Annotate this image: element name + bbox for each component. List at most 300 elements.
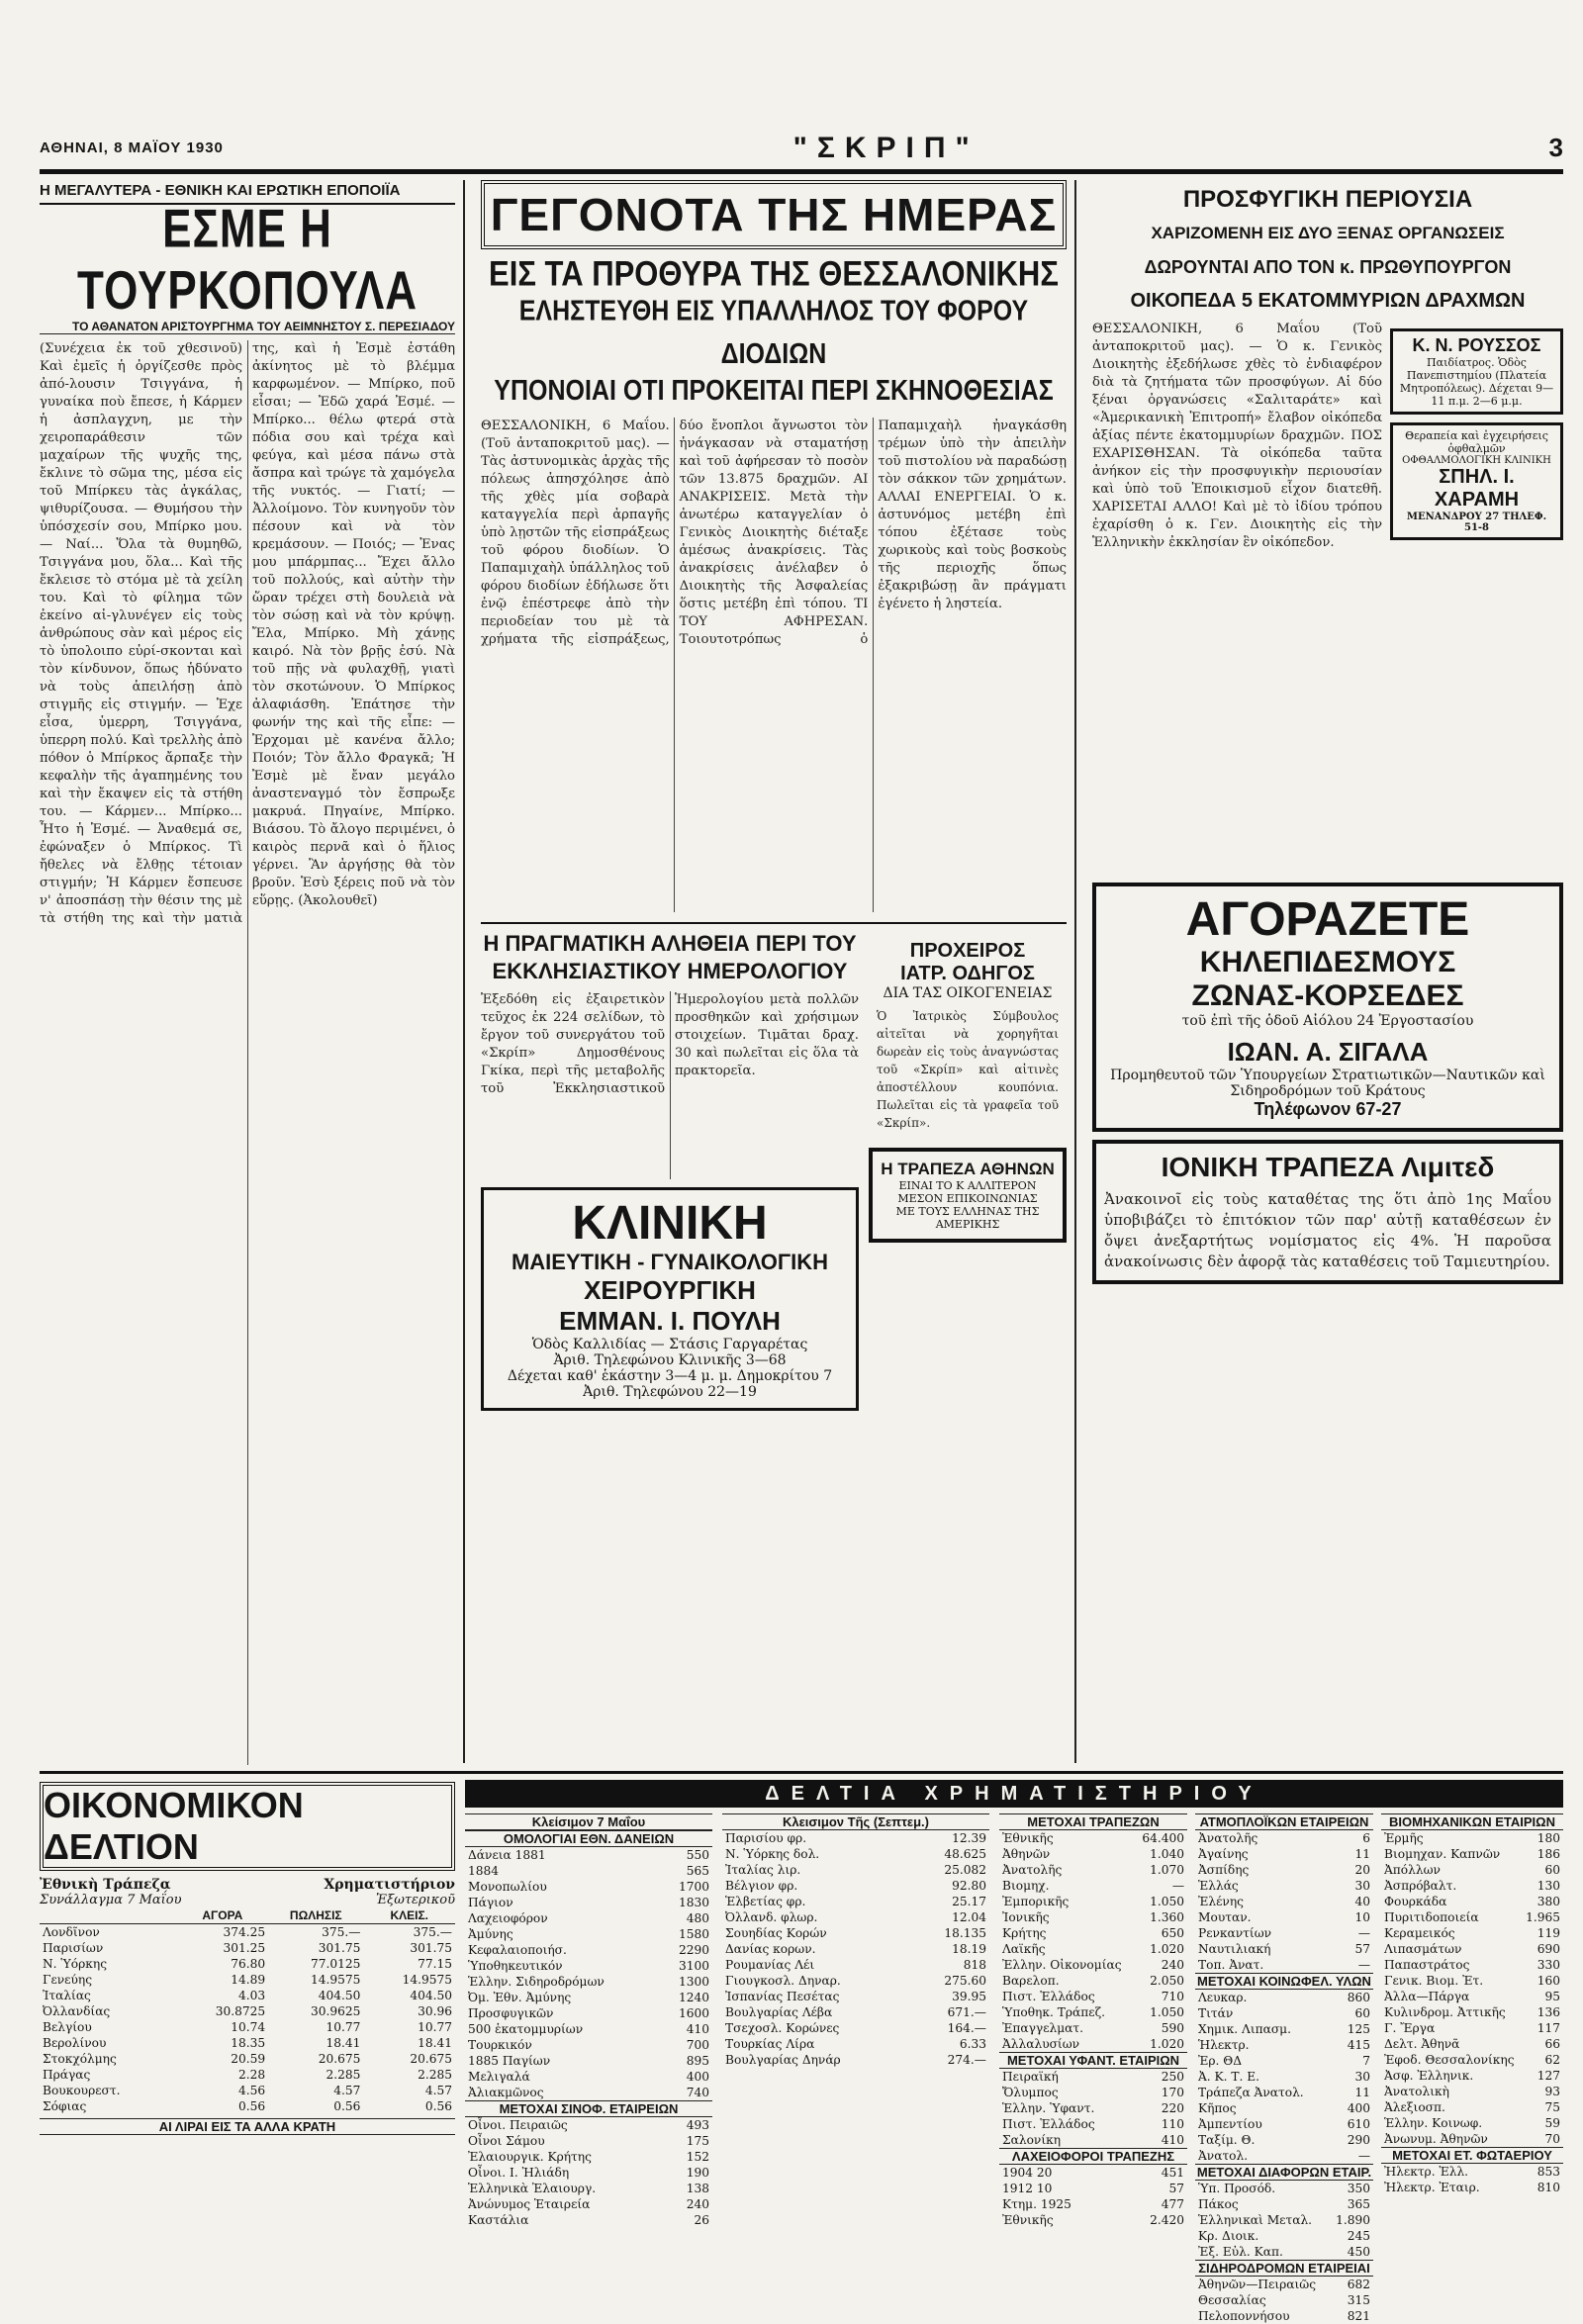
clinic-phone-2: Ἀριθ. Τηλεφώνου 22—19 <box>583 1384 757 1400</box>
ionian-bank-title: ΙΟΝΙΚΗ ΤΡΑΠΕΖΑ Λιμιτεδ <box>1161 1152 1495 1182</box>
shipping-stock-row <box>1195 1925 1373 1941</box>
row-value: 64.400 <box>1142 1831 1184 1845</box>
shipping-stock-row <box>1195 1894 1373 1909</box>
bank-stock-row <box>999 1846 1187 1862</box>
industry-stock-row <box>1381 1894 1563 1909</box>
row-label: Ἀσπίδης <box>1198 1863 1250 1877</box>
row-label: 500 ἑκατομμυρίων <box>468 2022 584 2036</box>
row-value: 12.39 <box>952 1831 986 1845</box>
serial-kicker: Η ΜΕΓΑΛΥΤΕΡΑ - ΕΘΝΙΚΗ ΚΑΙ ΕΡΩΤΙΚΗ ΕΠΟΠΟΙΪΑ <box>40 180 455 205</box>
row-value: 92.80 <box>952 1879 986 1893</box>
shipping-stock-row <box>1195 1957 1373 1973</box>
fx-column-header <box>40 1907 177 1924</box>
news-banner: ΓΕΓΟΝΟΤΑ ΤΗΣ ΗΜΕΡΑΣ <box>481 180 1067 249</box>
misc-stock-row <box>1195 2181 1373 2196</box>
row-label: Πράγας <box>43 2068 91 2082</box>
exchange-title: ΔΕΛΤΙΑ ΧΡΗΜΑΤΙΣΤΗΡΙΟΥ <box>465 1780 1563 1808</box>
row-value: 14.9575 <box>402 1973 452 1987</box>
clinic-phone: Ἀριθ. Τηλεφώνου Κλινικῆς 3—68 <box>553 1352 787 1368</box>
row-value: 671.— <box>947 2005 986 2019</box>
korsedes-t5: ΙΩΑΝ. Α. ΣΙΓΑΛΑ <box>1227 1037 1429 1067</box>
loan-row <box>465 2053 712 2069</box>
finance-section <box>40 1771 1563 2323</box>
bond-row <box>465 2181 712 2196</box>
row-label: Ἀσπρόβαλτ. <box>1384 1879 1457 1893</box>
rail-stock-row <box>1195 2308 1373 2324</box>
row-value: 60 <box>1544 1863 1560 1877</box>
row-label: Γ. Ἔργα <box>1384 2021 1436 2035</box>
bank-stock-row <box>999 1989 1187 2004</box>
row-label: Πιστ. Ἑλλάδος <box>1002 1990 1095 2003</box>
row-label: Ὄλυμπος <box>1002 2086 1059 2099</box>
refugee-h1: ΠΡΟΣΦΥΓΙΚΗ ΠΕΡΙΟΥΣΙΑ <box>1182 186 1473 213</box>
lottery-row <box>999 2212 1187 2228</box>
industry-table <box>1381 1830 1563 2147</box>
row-label: Ἀπόλλων <box>1384 1863 1441 1877</box>
textile-stock-row <box>999 2069 1187 2085</box>
finance-title: ΟΙΚΟΝΟΜΙΚΟΝ ΔΕΛΤΙΟΝ <box>40 1782 455 1871</box>
row-label: Τουρκίας Λίρα <box>725 2037 815 2051</box>
row-label: Ὑποθηκευτικόν <box>468 1959 563 1973</box>
bank-stocks-head: ΜΕΤΟΧΑΙ ΤΡΑΠΕΖΩΝ <box>999 1813 1187 1830</box>
fx-row <box>40 2098 455 2114</box>
utility-stock-row <box>1195 2116 1373 2132</box>
loan-row <box>465 2021 712 2037</box>
row-label: Ἀνατολικὴ <box>1384 2085 1449 2098</box>
clinic-hours: Δέχεται καθ' ἑκάστην 3—4 μ. μ. Δημοκρίτου 7 <box>507 1368 833 1384</box>
row-value: 119 <box>1536 1926 1560 1940</box>
row-value: 330 <box>1536 1958 1560 1972</box>
row-label: Ἀθηνῶν <box>1002 1847 1051 1861</box>
row-value: 117 <box>1536 2021 1560 2035</box>
row-value: 565 <box>686 1864 709 1878</box>
lottery-table <box>999 2165 1187 2228</box>
rail-table <box>1195 2277 1373 2324</box>
loan-row <box>465 2069 712 2085</box>
row-label: Ἀλεξιοσπ. <box>1384 2100 1445 2114</box>
row-value: 4.03 <box>237 1989 266 2002</box>
row-value: 682 <box>1347 2278 1370 2291</box>
row-value: 375.— <box>322 1925 361 1939</box>
row-label: Ἐξ. Εὐλ. Καπ. <box>1198 2245 1283 2259</box>
row-value: 853 <box>1536 2165 1560 2179</box>
row-value: 6 <box>1362 1831 1370 1845</box>
row-label: Παπαστράτος <box>1384 1958 1470 1972</box>
row-label: Ἀνατολῆς <box>1002 1863 1063 1877</box>
row-label: Πάκος <box>1198 2197 1239 2211</box>
clinic-ad <box>481 1187 859 1411</box>
bank-stock-row <box>999 1973 1187 1989</box>
utility-stock-row <box>1195 2069 1373 2085</box>
fx-row <box>40 2019 455 2035</box>
transport-head: ΑΤΜΟΠΛΟΪΚΩΝ ΕΤΑΙΡΕΙΩΝ <box>1195 1813 1373 1830</box>
other-currency-row <box>722 2052 989 2068</box>
row-value: 895 <box>686 2054 709 2068</box>
row-value: 30.96 <box>418 2004 452 2018</box>
row-label: Σουηδίας Κορών <box>725 1926 827 1940</box>
row-label: Τσεχοσλ. Κορώνες <box>725 2021 840 2035</box>
industry-stock-row <box>1381 1878 1563 1894</box>
row-value: 18.41 <box>326 2036 361 2050</box>
ionian-bank-body: Ἀνακοινοῖ εἰς τοὺς καταθέτας της ὅτι ἀπὸ 1ης Μαΐου ὑποβιβάζει τὸ ἐπιτόκιον τῶν παρ' αὐτῇ καταθέσεων ἐν ὄψει ἀνεξαρτήτως νομίσματος εἰς 4%. Ἡ παροῦσα ἀνακοίνωσις δὲν ἀφορᾷ τὰς καταθέσεις τοῦ Ταμιευτηρίου. <box>1104 1190 1551 1270</box>
row-value: 76.80 <box>231 1957 266 1971</box>
masthead-date: ΑΘΗΝΑΙ, 8 ΜΑΪΟΥ 1930 <box>40 139 224 156</box>
industry-block <box>1381 1813 1563 2283</box>
shipping-stock-row <box>1195 1909 1373 1925</box>
row-value: 1.050 <box>1150 1895 1184 1908</box>
row-value: 610 <box>1347 2117 1370 2131</box>
row-label: Ἠλεκτρ. Ἑλλ. <box>1384 2165 1469 2179</box>
rail-stock-row <box>1195 2292 1373 2308</box>
fx-row <box>40 1956 455 1972</box>
misc2-head: ΜΕΤΟΧΑΙ ΔΙΑΦΟΡΩΝ ΕΤΑΙΡ. <box>1196 2165 1372 2180</box>
row-value: 690 <box>1536 1942 1560 1956</box>
column-serial <box>40 180 465 1763</box>
row-label: Γιουγκοσλ. Δηναρ. <box>725 1974 841 1988</box>
fx-column-header: ΚΛΕΙΣ. <box>363 1907 455 1924</box>
row-label: Ἐθνικῆς <box>1002 1831 1054 1845</box>
row-value: 1.360 <box>1150 1910 1184 1924</box>
row-value: 250 <box>1161 2070 1184 2084</box>
row-label: Ἑλληνικαὶ Μεταλ. <box>1198 2213 1313 2227</box>
row-label: Ν. Ὑόρκης <box>43 1957 108 1971</box>
row-value: 2.285 <box>418 2068 452 2082</box>
shipping-stock-row <box>1195 1941 1373 1957</box>
row-value: 301.75 <box>318 1941 361 1955</box>
row-value: 450 <box>1347 2245 1370 2259</box>
lottery-row <box>999 2196 1187 2212</box>
row-label: Δανίας κορων. <box>725 1942 816 1956</box>
misc-stock-row <box>1195 2228 1373 2244</box>
other-currency-row <box>722 1925 989 1941</box>
row-value: 180 <box>1536 1831 1560 1845</box>
row-label: Ἐλλην. Οἰκονομίας <box>1002 1958 1122 1972</box>
row-label: Κυλινδρομ. Ἀττικῆς <box>1384 2005 1506 2019</box>
clinic-surgery: ΧΕΙΡΟΥΡΓΙΚΗ <box>584 1275 756 1305</box>
row-label: Ἑλλην. Σιδηροδρόμων <box>468 1975 605 1989</box>
row-label: Ἐμπορικῆς <box>1002 1895 1070 1908</box>
row-value: 152 <box>686 2150 709 2164</box>
row-value: 374.25 <box>223 1925 266 1939</box>
fx-table <box>40 1907 455 2114</box>
row-label: Καστάλια <box>468 2213 529 2227</box>
row-value: 810 <box>1536 2181 1560 2194</box>
row-value: 550 <box>686 1848 709 1862</box>
row-value: 710 <box>1161 1990 1184 2003</box>
row-value: 12.04 <box>952 1910 986 1924</box>
row-label: Τιτάν <box>1198 2006 1234 2020</box>
row-label: Βαρελοπ. <box>1002 1974 1060 1988</box>
bond-row <box>465 2117 712 2133</box>
serial-body: (Συνέχεια ἐκ τοῦ χθεσινοῦ) Καὶ ἐμεῖς ἡ ὀργίζεσθε πρὸς ἀπό-λουσιν Τσιγγάνα, ἡ γυναίκα ποὺ ἔπεσε, ἡ Κάρμεν ἡ ἀσπλαγχνη, με τὴν χειροπαράθεσιν τῶν μαχαίρων τῆς ψυχῆς της, ἔκλινε τὸ σῶμα της, μέσα εἰς τοῦ Μπίρκευ τὰς ἀγκάλας, ψιθυρίζουσα. — Θυμήσου τὴν ὑπόσχεσίν σου, Μπίρκο μου. — Ναί... Ὅλα τὰ θυμηθῶ, Τσιγγάνα μου, ὅλα... Καὶ τῆς ἔκλεισε τὸ στόμα μὲ τὰ χείλη του. Καὶ τὸ φίλημα τῶν ἐκείνο αἰ-γλυνέγεν εἰς τοὺς ἀνθρώπους σὰν καὶ μέρος εἰς τὸ ὑπολοιπο εὐρί-σκονται καὶ τὸν κίνδυνον, ὅπως ἡδύνατο νὰ τοὺς ἀπειλήσῃ ἀπὸ στιγμῆς εἰς στιγμήν. — Ἐχε εἶσα, ὑμερρη, Τσιγγάνα, ὑπερρη πολύ. Καὶ τρελλὴς ἀπὸ πόθον ὁ Μπίρκος ἄρπαξε τὴν κεφαλὴν τῆς ἀγαπημένης του καὶ τὴν ἔκαψεν εἰς τὰ στήθη του. — Κάρμεν... Μπίρκο... Ἦτο ἡ Ἐσμέ. — Ἀναθεμά σε, ἐφώναξεν ὁ Μπίρκος. Τὶ ἤθελες νὰ ἔλθῃς τέτοιαν στιγμήν; Ἡ Κάρμεν ἔσπευσε ν' ἀποσπάσῃ τὴν θέσιν της μὲ τὰ στήθη της καὶ τὴν ματιὰ της, καὶ ἡ Ἐσμὲ ἐστάθη ἀκίνητος μὲ τὸ βλέμμα καρφωμένον. — Μπίρκο, ποῦ εἶσαι; — Ἐδῶ χαρά Ἐσμέ. — Μπίρκο... θέλω φτερά στὰ πόδια σου καὶ τρέχα καὶ φεύγα, καὶ μέσα πάνω στὰ ἄσπρα καὶ τρώγε τὰ χαμόγελα τῆς νυκτός. — Γιατί; — Ἀλλοίμονο. Τὸν κυνηγοῦν τὸν πέσουν καὶ νὰ τὸν κρεμάσουν. — Ποιός; — Ἐνας μου μπάρμπας... Ἔχει ἄλλο τοῦ πολλούς, καὶ αὐτὴν τὴν ὥραν τρέχει στὴ δουλειὰ νὰ τὸν σώσῃ καὶ νὰ τὸν κρύψῃ. Ἔλα, Μπίρκο. Μὴ χάνῃς καιρό. Νὰ τὸν βρῇς ἐσύ. Νὰ τοῦ πῇς νὰ φυλαχθῇ, γιατὶ τὸν σκοτώνουν. Ὁ Μπίρκος ἀλαφιάσθη. Ἐπάτησε τὴν φωνήν της καὶ τῆς εἶπε: — Ἐρχομαι μὲ κανένα ἄλλο; Ποιόν; Τὸν ἄλλο Φραγκᾶ; Ἡ Ἐσμὲ μὲ ἔναν μεγάλο ἀναστεναγμό τὸν ἔσπρωξε μακρυά. Πηγαίνε, Μπίρκο. Βιάσου. Τὸ ἄλογο περιμένει, ὁ καιρὸς περνᾶ καὶ ὁ ἥλιος γέρνει. Ἂν ἀργήσῃς θὰ τὸν βροῦν. Ἐσὺ ξέρεις ποῦ νὰ τὸν εὕρῃς. (Ἀκολουθεῖ) <box>40 341 455 926</box>
misc-stock-row <box>1195 2196 1373 2212</box>
loan-row <box>465 1974 712 1990</box>
row-value: 30 <box>1354 1879 1370 1893</box>
row-value: 10.77 <box>418 2020 452 2034</box>
row-label: Κῆπος <box>1198 2101 1237 2115</box>
row-value: 290 <box>1347 2133 1370 2147</box>
row-label: Οἶνοι Σάμου <box>468 2134 545 2148</box>
rail-stock-row <box>1195 2277 1373 2292</box>
row-value: 400 <box>686 2070 709 2084</box>
row-value: 2.050 <box>1150 1974 1184 1988</box>
bond-row <box>465 2133 712 2149</box>
shipping-stock-row <box>1195 1830 1373 1846</box>
charami-ad <box>1390 422 1563 540</box>
row-label: Ἀλλαλυσίων <box>1002 2037 1080 2051</box>
industry-head: ΒΙΟΜΗΧΑΝΙΚΩΝ ΕΤΑΙΡΙΩΝ <box>1381 1813 1563 1830</box>
transport-block <box>1195 1813 1373 2323</box>
row-value: 860 <box>1347 1991 1370 2004</box>
row-label: Βιομηχαν. Καπνῶν <box>1384 1847 1501 1861</box>
row-label: Δελτ. Ἀθηνᾶ <box>1384 2037 1460 2051</box>
other-currency-row <box>722 1878 989 1894</box>
serial-headline: ΕΣΜΕ Η ΤΟΥΡΚΟΠΟΥΛΑ <box>76 198 418 322</box>
row-label: Μονοπωλίου <box>468 1880 547 1894</box>
other-currency-row <box>722 1957 989 1973</box>
row-value: 220 <box>1161 2101 1184 2115</box>
row-label: Ἐλένης <box>1198 1895 1244 1908</box>
utility-stock-row <box>1195 2037 1373 2053</box>
row-value: 4.56 <box>237 2084 266 2097</box>
row-label: Ἐλαιουργικ. Κρήτης <box>468 2150 592 2164</box>
bank-stock-row <box>999 1862 1187 1878</box>
photo-head: ΜΕΤΟΧΑΙ ΕΤ. ΦΩΤΑΕΡΙΟΥ <box>1381 2147 1563 2164</box>
row-value: 400 <box>1347 2101 1370 2115</box>
row-label: Ν. Ὑόρκης δολ. <box>725 1847 820 1861</box>
lottery-row <box>999 2165 1187 2181</box>
row-value: 240 <box>1161 1958 1184 1972</box>
loan-row <box>465 2085 712 2100</box>
row-label: Ἑλληνικὰ Ἐλαιουργ. <box>468 2182 597 2195</box>
row-value: 14.89 <box>231 1973 266 1987</box>
row-value: 75 <box>1544 2100 1560 2114</box>
utility-stock-row <box>1195 2053 1373 2069</box>
row-value: 410 <box>686 2022 709 2036</box>
row-value: — <box>1357 2149 1370 2163</box>
row-value: 1.050 <box>1150 2005 1184 2019</box>
row-label: Ὀλλανδίας <box>43 2004 111 2018</box>
bond-row <box>465 2165 712 2181</box>
industry-stock-row <box>1381 2052 1563 2068</box>
bank-stock-row <box>999 2036 1187 2052</box>
charami-t1: Θεραπεία καὶ ἐγχειρήσεις ὀφθαλμῶν <box>1405 429 1548 455</box>
korsedes-t6: Προμηθευτοῦ τῶν Ὑπουργείων Στρατιωτικῶν—Ναυτικῶν καὶ Σιδηροδρόμων τοῦ Κράτους <box>1110 1068 1545 1099</box>
rail-head: ΣΙΔΗΡΟΔΡΟΜΩΝ ΕΤΑΙΡΕΙΑΙ <box>1195 2260 1373 2277</box>
row-label: Μουταν. <box>1198 1910 1252 1924</box>
row-value: 186 <box>1536 1847 1560 1861</box>
row-value: 10.74 <box>231 2020 266 2034</box>
row-value: 190 <box>686 2166 709 2180</box>
row-value: 20.59 <box>231 2052 266 2066</box>
gas-stock-row <box>1381 2180 1563 2195</box>
korsedes-t4: τοῦ ἐπὶ τῆς ὁδοῦ Αἰόλου 24 Ἐργοστασίου <box>1181 1013 1474 1029</box>
other-currency-row <box>722 1846 989 1862</box>
industry-stock-row <box>1381 2131 1563 2147</box>
industry-stock-row <box>1381 1846 1563 1862</box>
bank-stock-row <box>999 1941 1187 1957</box>
doctor-ad-t3: ΔΙΑ ΤΑΣ ΟΙΚΟΓΕΝΕΙΑΣ <box>883 985 1053 1001</box>
row-value: 57 <box>1168 2182 1184 2195</box>
doctor-column <box>869 924 1067 1419</box>
news-lower <box>481 922 1067 1419</box>
misc-table <box>1195 1990 1373 2164</box>
row-value: 20.675 <box>318 2052 361 2066</box>
korsedes-t3: ΖΩΝΑΣ-ΚΟΡΣΕΔΕΣ <box>1191 979 1464 1012</box>
row-label: Τοπ. Ἀνατ. <box>1198 1958 1264 1972</box>
page-number: 3 <box>1548 133 1563 162</box>
row-value: 3100 <box>678 1959 709 1973</box>
loan-row <box>465 1910 712 1926</box>
misc-stock-row <box>1195 2212 1373 2228</box>
utility-stock-row <box>1195 2132 1373 2148</box>
korsedes-t7: Τηλέφωνον 67-27 <box>1254 1099 1402 1119</box>
column-news <box>473 180 1076 1763</box>
textile-stock-row <box>999 2100 1187 2116</box>
row-label: Ρουμανίας Λέι <box>725 1958 815 1972</box>
row-label: Ἀθηνῶν—Πειραιῶς <box>1198 2278 1317 2291</box>
gas-stock-row <box>1381 2164 1563 2180</box>
row-label: Ἑλλην. Ὑφαντ. <box>1002 2101 1095 2115</box>
column-refugee <box>1084 180 1563 1763</box>
industry-stock-row <box>1381 1941 1563 1957</box>
row-value: 1.070 <box>1150 1863 1184 1877</box>
row-label: Λευκαρ. <box>1198 1991 1248 2004</box>
row-value: 1.040 <box>1150 1847 1184 1861</box>
row-value: 26 <box>694 2213 709 2227</box>
row-label: Βέλγιον φρ. <box>725 1879 798 1893</box>
other-sub: Κλεισιμον Τῆς (Σεπτεμ.) <box>722 1813 989 1830</box>
row-label: Κρήτης <box>1002 1926 1047 1940</box>
row-label: Ἀσφ. Ἐλληνικ. <box>1384 2069 1474 2083</box>
bond-table <box>465 2117 712 2228</box>
row-label: Στοκχόλμης <box>43 2052 117 2066</box>
masthead <box>40 127 1563 174</box>
fx-row <box>40 1988 455 2003</box>
doctor-ad <box>869 932 1067 1140</box>
loan-table <box>465 1847 712 2100</box>
row-value: 350 <box>1347 2182 1370 2195</box>
row-value: 125 <box>1347 2022 1370 2036</box>
row-value: 138 <box>686 2182 709 2195</box>
bank-stock-row <box>999 1878 1187 1894</box>
row-label: Ἐρ. ΘΔ <box>1198 2054 1243 2068</box>
other-currency-row <box>722 1862 989 1878</box>
row-value: 1830 <box>678 1896 709 1909</box>
row-value: 175 <box>686 2134 709 2148</box>
bond-head: ΜΕΤΟΧΑΙ ΣΙΝΟΦ. ΕΤΑΙΡΕΙΩΝ <box>465 2100 712 2117</box>
doctor-ad-t2: ΙΑΤΡ. ΟΔΗΓΟΣ <box>900 963 1035 984</box>
row-value: 30 <box>1354 2070 1370 2084</box>
bond-row <box>465 2196 712 2212</box>
row-label: Τράπεζα Ἀνατολ. <box>1198 2086 1304 2099</box>
fx-row <box>40 2083 455 2098</box>
industry-stock-row <box>1381 2036 1563 2052</box>
row-value: 2.285 <box>326 2068 361 2082</box>
row-value: 30.8725 <box>215 2004 266 2018</box>
row-value: 380 <box>1536 1895 1560 1908</box>
fx-row <box>40 2051 455 2067</box>
utility-stock-row <box>1195 2148 1373 2164</box>
row-value: 60 <box>1354 2006 1370 2020</box>
other-currency-row <box>722 2036 989 2052</box>
row-value: 95 <box>1544 1990 1560 2003</box>
bond-row <box>465 2212 712 2228</box>
row-value: 477 <box>1161 2197 1184 2211</box>
row-value: 77.15 <box>418 1957 452 1971</box>
misc-head: ΜΕΤΟΧΑΙ ΚΟΙΝΩΦΕΛ. ΥΛΩΝ <box>1195 1973 1373 1990</box>
row-value: 240 <box>686 2197 709 2211</box>
fin-head: ΜΕΤΟΧΑΙ ΥΦΑΝΤ. ΕΤΑΙΡΙΩΝ <box>999 2052 1187 2069</box>
fx-trade-head: Συνάλλαγμα 7 Μαΐου <box>40 1893 182 1907</box>
shipping-stock-row <box>1195 1862 1373 1878</box>
row-label: Λαχειοφόρον <box>468 1911 548 1925</box>
row-value: — <box>1171 1879 1184 1893</box>
loan-head: ΟΜΟΛΟΓΙΑΙ ΕΘΝ. ΔΑΝΕΙΩΝ <box>465 1830 712 1847</box>
ionian-bank-ad <box>1092 1140 1563 1284</box>
misc2-table <box>1195 2181 1373 2260</box>
utility-stock-row <box>1195 2085 1373 2100</box>
fx-block <box>40 1877 455 2282</box>
korsedes-ad <box>1092 883 1563 1132</box>
row-label: Ἀνατολ. <box>1198 2149 1249 2163</box>
row-value: 18.135 <box>944 1926 986 1940</box>
row-value: 18.19 <box>952 1942 986 1956</box>
row-label: Ἰταλίας <box>43 1989 91 2002</box>
row-label: Πελοποννήσου <box>1198 2309 1290 2323</box>
row-value: 110 <box>1161 2117 1184 2131</box>
industry-stock-row <box>1381 2004 1563 2020</box>
row-value: 0.56 <box>237 2099 266 2113</box>
row-value: 66 <box>1544 2037 1560 2051</box>
bank-stock-row <box>999 1894 1187 1909</box>
row-value: 7 <box>1362 2054 1370 2068</box>
row-label: Λονδῖνον <box>43 1925 100 1939</box>
refugee-h4: ΟΙΚΟΠΕΔΑ 5 ΕΚΑΤΟΜΜΥΡΙΩΝ ΔΡΑΧΜΩΝ <box>1130 290 1526 312</box>
loan-row <box>465 1847 712 1863</box>
other-currency-row <box>722 1973 989 1989</box>
row-value: 404.50 <box>410 1989 452 2002</box>
row-value: 274.— <box>947 2053 986 2067</box>
loan-row <box>465 1926 712 1942</box>
row-value: 1580 <box>678 1927 709 1941</box>
row-value: 127 <box>1536 2069 1560 2083</box>
refugee-body: ΘΕΣΣΑΛΟΝΙΚΗ, 6 Μαΐου (Τοῦ ἀνταποκριτοῦ μας). — Ὁ κ. Γενικὸς Διοικητὴς ἐξεδήλωσε χθὲς τὸ ἐνδιαφέρον διὰ τὰ ζητήματα τῶν προσφύγων. Αἱ δύο ξέναι ὀργανώσεις «Σαλιταράτε» καὶ «Ἀμερικανικὴ Ἐπιτροπή» ἔλαβον οἰκόπεδα ἀξίας πέντε ἐκατομμυρίων δραχμῶν. ΠΟΣ ΕΧΑΡΙΣΘΗΣΑΝ. Τὰ οἰκόπεδα ταῦτα ἀνήκον εἰς τὴν προσφυγικὴν περιουσίαν καὶ ὑπὸ τοῦ Ἐποικισμοῦ εἶχον διατεθῆ. ΧΑΡΙΣΕΤΑΙ ΑΛΛΟ! Καὶ μὲ τὸ ἰδίου τρόπου ἐχαρίσθη ὁ κ. Γεν. Διοικητὴς εἰς τὴν Ἑλληνικὴν ἐκκλησίαν ἓν οἰκόπεδον. <box>1092 322 1382 550</box>
row-value: — <box>1357 1958 1370 1972</box>
row-label: Ὑπ. Προσόδ. <box>1198 2182 1276 2195</box>
fx-row <box>40 1924 455 1941</box>
row-label: Κεραμεικός <box>1384 1926 1455 1940</box>
row-value: 821 <box>1347 2309 1370 2323</box>
clinic-doctor: ΕΜΜΑΝ. Ι. ΠΟΥΛΗ <box>559 1306 781 1336</box>
row-value: 404.50 <box>318 1989 361 2002</box>
bank-athens-line-1: ΕΙΝΑΙ ΤΟ Κ ΑΛΛΙΤΕΡΟΝ ΜΕΣΟΝ ΕΠΙΚΟΙΝΩΝΙΑΣ <box>897 1179 1038 1205</box>
row-value: 1.020 <box>1150 2037 1184 2051</box>
row-label: Ἀμύνης <box>468 1927 513 1941</box>
fx-row <box>40 2003 455 2019</box>
fx-row <box>40 1972 455 1988</box>
row-value: 30.9625 <box>311 2004 361 2018</box>
industry-stock-row <box>1381 2084 1563 2099</box>
row-label: Ἰταλίας λιρ. <box>725 1863 801 1877</box>
row-value: 0.56 <box>333 2099 361 2113</box>
row-label: Οἶνοι. Ι. Ἠλιάδη <box>468 2166 570 2180</box>
row-value: 2.420 <box>1150 2213 1184 2227</box>
row-label: Ρενκαντίων <box>1198 1926 1272 1940</box>
row-label: Πάγιον <box>468 1896 513 1909</box>
korsedes-t1: ΑΓΟΡΑΖΕΤΕ <box>1185 893 1470 946</box>
row-label: Προσφυγικῶν <box>468 2006 554 2020</box>
